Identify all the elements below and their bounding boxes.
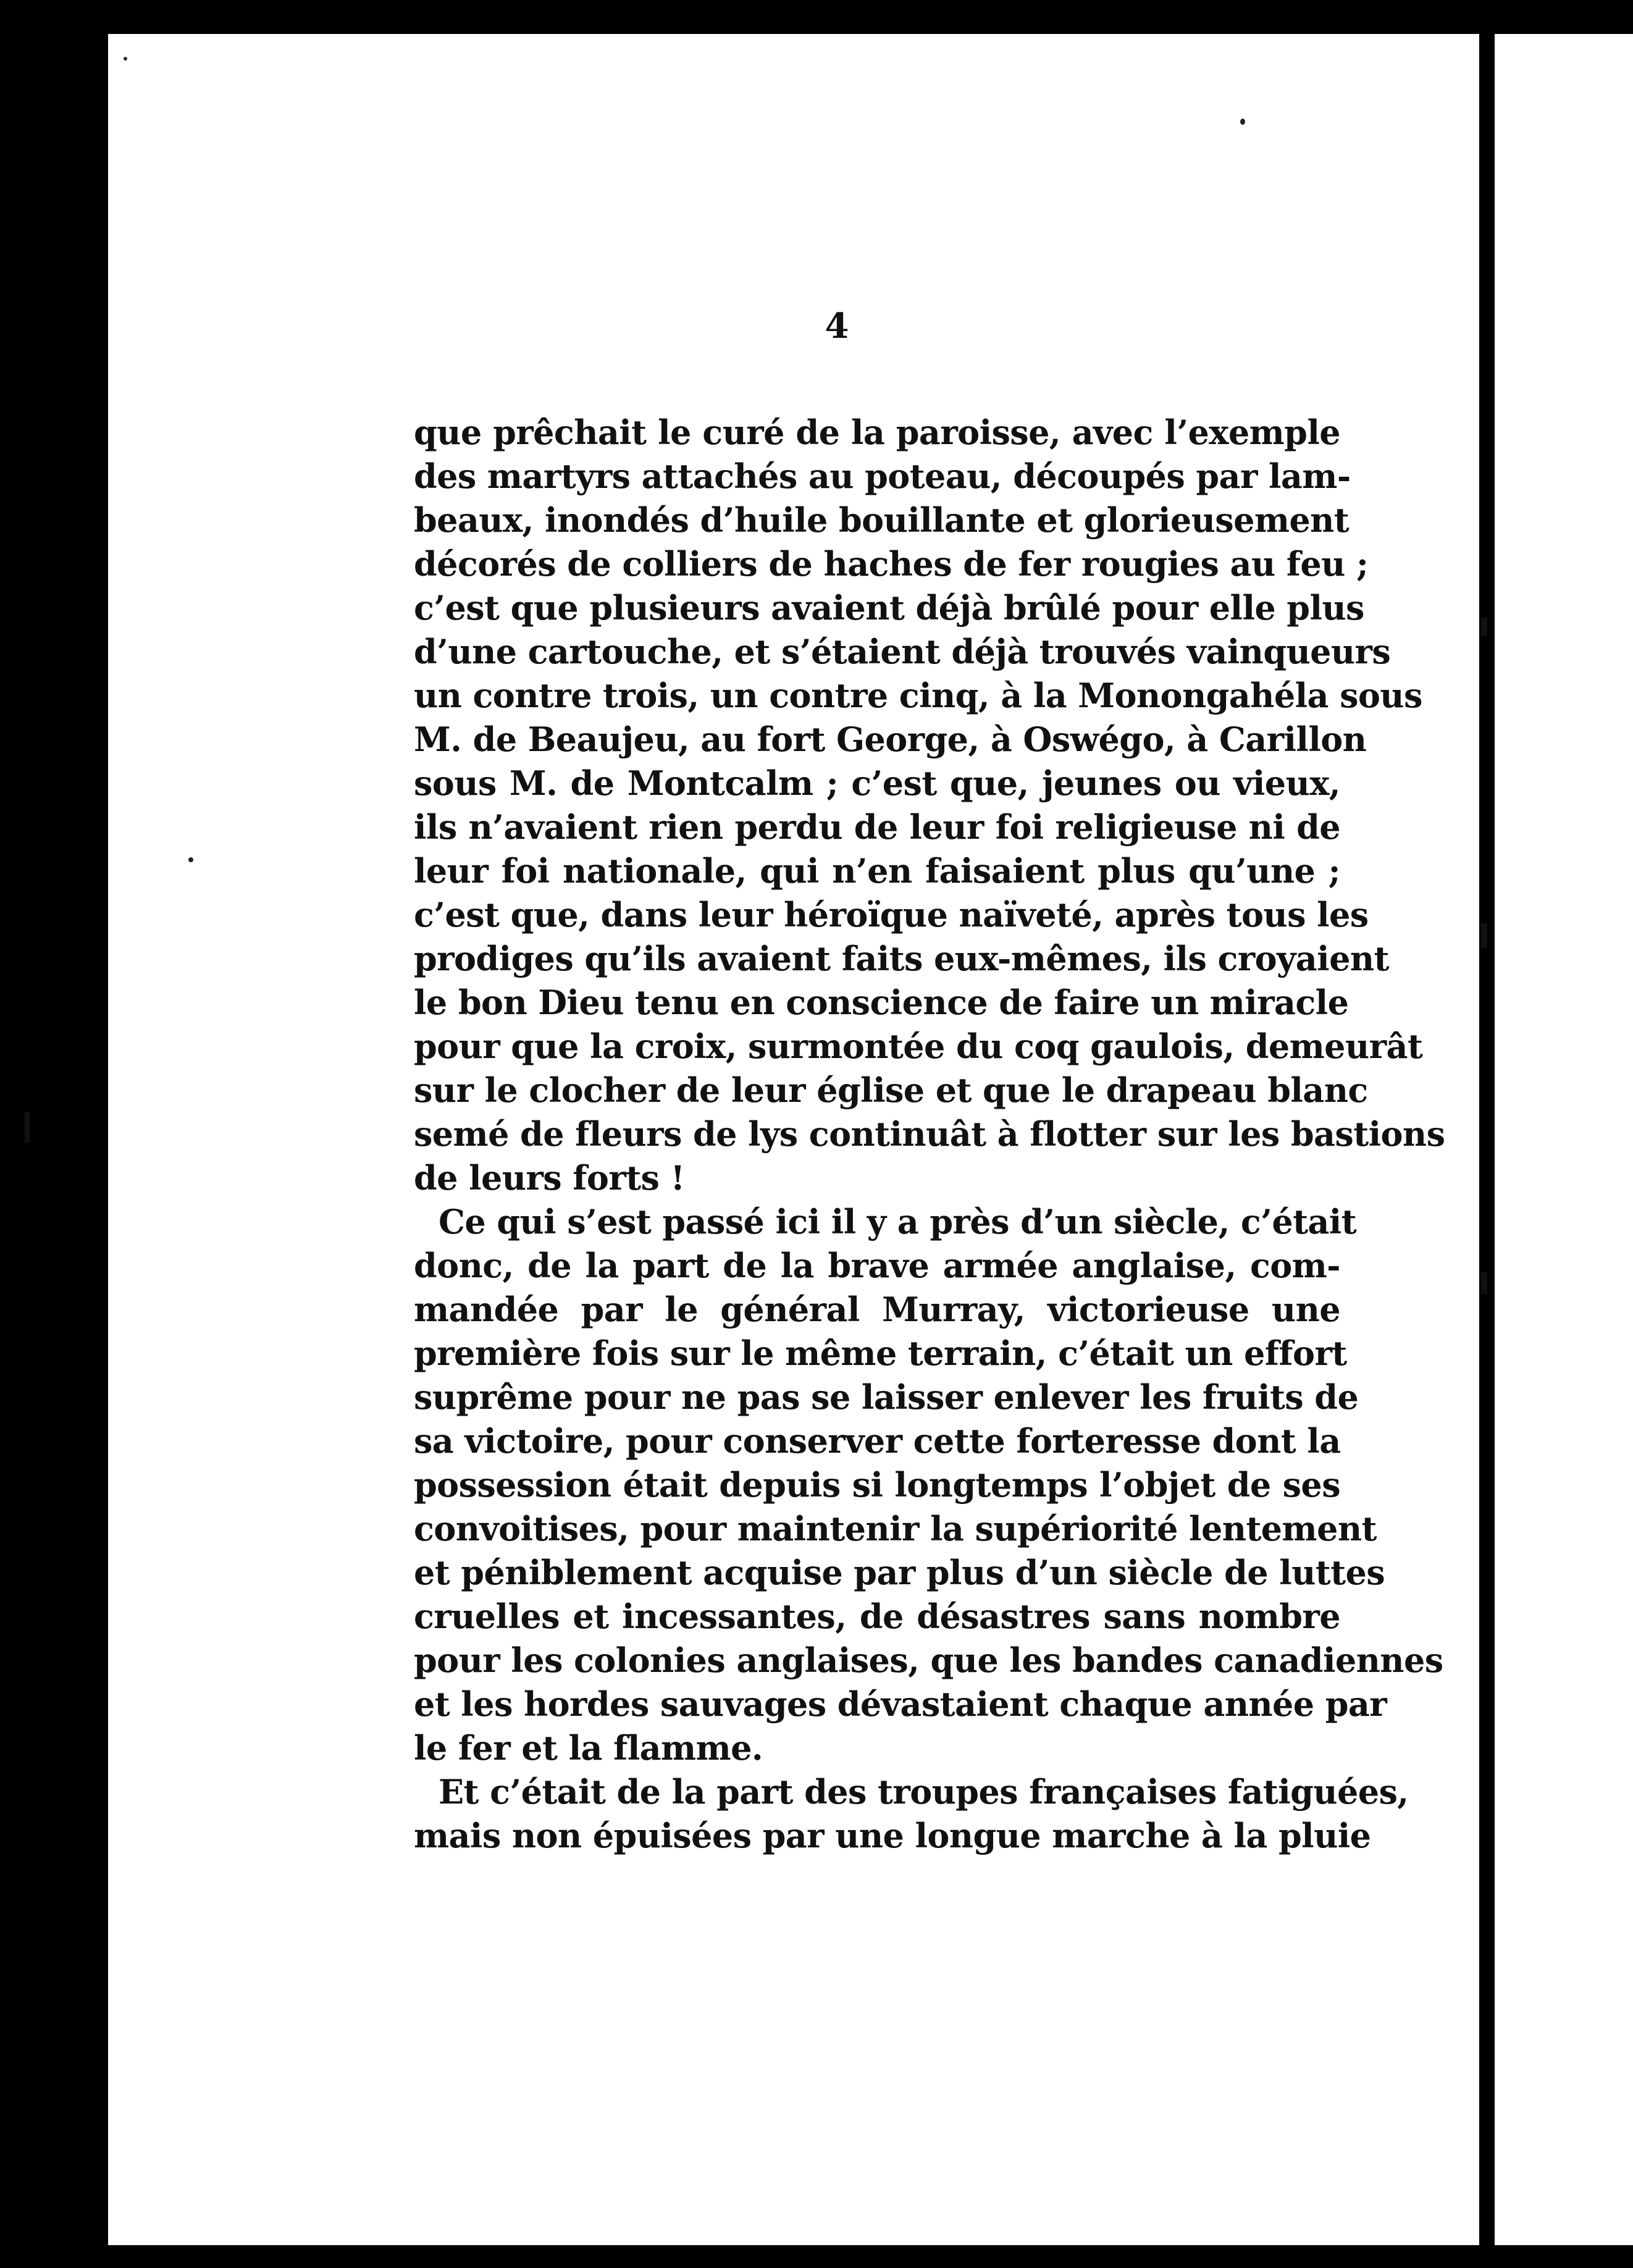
text-line: Et c’était de la part des troupes françaises fatiguées, [439, 1772, 1409, 1812]
text-line: c’est que, dans leur héroïque naïveté, après tous les [414, 895, 1369, 934]
text-line: mandée par le général Murray, victorieuse une [414, 1290, 1340, 1329]
text-line: sa victoire, pour conserver cette forteresse dont la [414, 1421, 1341, 1461]
text-line: pour que la croix, surmontée du coq gaulois, demeurât [414, 1027, 1423, 1066]
binding-mark [1481, 1272, 1487, 1294]
text-line: suprême pour ne pas se laisser enlever les fruits de [414, 1377, 1359, 1417]
scan-mark [25, 1112, 30, 1143]
binding-mark [1481, 618, 1487, 636]
text-line: sur le clocher de leur église et que le drapeau blanc [414, 1070, 1368, 1110]
text-line: de leurs forts ! [414, 1158, 685, 1198]
adjacent-page-edge [1495, 34, 1633, 2245]
body-text [414, 411, 1445, 1858]
text-line: le bon Dieu tenu en conscience de faire un miracle [414, 983, 1349, 1022]
page-number: 4 [825, 306, 849, 346]
text-line: sous M. de Montcalm ; c’est que, jeunes ou vieux, [414, 763, 1340, 803]
text-line: que prêchait le curé de la paroisse, avec l’exemple [414, 413, 1340, 452]
text-line: c’est que plusieurs avaient déjà brûlé pour elle plus [414, 588, 1364, 628]
book-page [108, 34, 1479, 2245]
text-line: convoitises, pour maintenir la supériorité lentement [414, 1509, 1377, 1548]
text-line: cruelles et incessantes, de désastres sans nombre [414, 1597, 1340, 1636]
text-line: possession était depuis si longtemps l’objet de ses [414, 1465, 1340, 1505]
text-line: leur foi nationale, qui n’en faisaient plus qu’une ; [414, 851, 1340, 891]
binding-mark [1481, 923, 1487, 948]
text-line: M. de Beaujeu, au fort George, à Oswégo, à Carillon [414, 720, 1367, 759]
text-line: donc, de la part de la brave armée anglaise, com- [414, 1246, 1340, 1285]
text-line: et péniblement acquise par plus d’un siècle de luttes [414, 1553, 1385, 1592]
text-line: semé de fleurs de lys continuât à flotter sur les bastions [414, 1114, 1445, 1154]
text-line: mais non épuisées par une longue marche à la pluie [414, 1816, 1371, 1855]
scan-speck [124, 57, 127, 61]
text-line: décorés de colliers de haches de fer rougies au feu ; [414, 544, 1369, 584]
text-line: d’une cartouche, et s’étaient déjà trouvés vainqueurs [414, 632, 1391, 671]
text-line: Ce qui s’est passé ici il y a près d’un siècle, c’était [439, 1202, 1357, 1241]
text-line: beaux, inondés d’huile bouillante et glorieusement [414, 500, 1350, 540]
text-line: prodiges qu’ils avaient faits eux-mêmes, ils croyaient [414, 939, 1389, 978]
text-line: et les hordes sauvages dévastaient chaque année par [414, 1684, 1387, 1724]
text-line: des martyrs attachés au poteau, découpés par lam- [414, 456, 1351, 496]
scan-speck [1240, 119, 1245, 125]
text-line: première fois sur le même terrain, c’était un effort [414, 1334, 1347, 1373]
text-line: ils n’avaient rien perdu de leur foi religieuse ni de [414, 807, 1340, 847]
scan-speck [188, 857, 193, 862]
text-line: un contre trois, un contre cinq, à la Monongahéla sous [414, 676, 1422, 715]
text-line: pour les colonies anglaises, que les bandes canadiennes [414, 1640, 1443, 1680]
text-line: le fer et la flamme. [414, 1728, 763, 1768]
